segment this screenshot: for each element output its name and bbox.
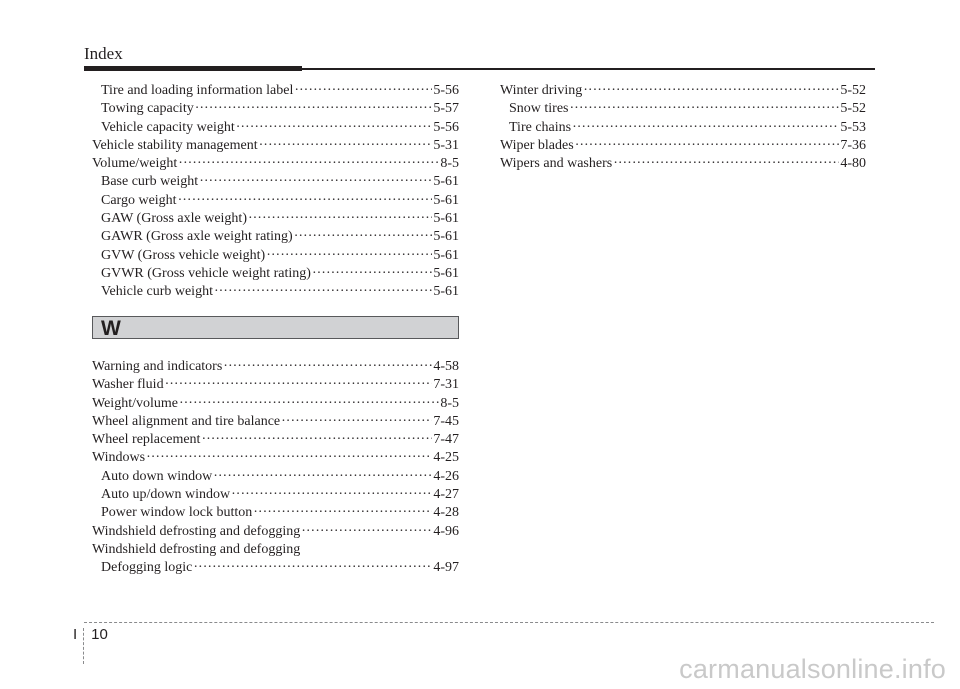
entry-page: 7-47 — [433, 432, 459, 448]
leader-dots — [583, 82, 839, 100]
entry-page: 5-61 — [433, 211, 459, 227]
entry-page: 7-45 — [433, 413, 459, 429]
entry-page: 5-56 — [433, 83, 459, 98]
entry-page: 5-52 — [840, 83, 866, 98]
leader-dots — [178, 155, 439, 173]
leader-dots — [199, 173, 432, 191]
entry-text: Towing capacity — [101, 101, 194, 117]
entry-text: Tire chains — [509, 119, 572, 135]
section-letter: W — [101, 317, 121, 340]
index-entry — [92, 155, 459, 173]
entry-text: Vehicle curb weight — [101, 284, 213, 300]
entry-text: Windows — [92, 450, 146, 466]
entry-text: Weight/volume — [92, 395, 178, 411]
entry-page: 5-61 — [433, 247, 459, 263]
leader-dots — [193, 559, 432, 577]
index-entry — [92, 486, 459, 504]
leader-dots — [281, 413, 432, 431]
entry-text: Vehicle capacity weight — [101, 119, 235, 135]
entry-text: Windshield defrosting and defogging — [92, 523, 301, 539]
entry-text: Snow tires — [509, 101, 569, 117]
header-rule-thin — [302, 68, 875, 70]
index-entry — [92, 523, 459, 541]
index-entry — [500, 100, 866, 118]
entry-page: 5-61 — [433, 229, 459, 245]
footer-dashed-rule — [84, 622, 934, 623]
entry-text: Auto up/down window — [101, 487, 231, 503]
entry-text: Vehicle stability management — [92, 137, 258, 153]
leader-dots — [146, 449, 432, 467]
entry-page: 4-28 — [433, 505, 459, 521]
index-column-right — [500, 82, 866, 173]
leader-dots — [201, 431, 432, 449]
leader-dots — [259, 137, 433, 155]
entry-page: 5-52 — [840, 101, 866, 117]
leader-dots — [214, 283, 432, 301]
index-entry — [92, 358, 459, 376]
entry-text: Warning and indicators — [92, 359, 223, 374]
entry-text: Volume/weight — [92, 156, 178, 172]
index-entry — [92, 100, 459, 118]
entry-text: Wiper blades — [500, 137, 574, 153]
index-entry — [92, 395, 459, 413]
entry-page: 4-97 — [433, 560, 459, 576]
entry-text: Windshield defrosting and defogging — [92, 541, 301, 557]
entry-text: Wipers and washers — [500, 156, 613, 172]
index-entry — [92, 247, 459, 265]
entry-text: GVWR (Gross vehicle weight rating) — [101, 265, 311, 281]
leader-dots — [266, 247, 432, 265]
entry-page: 7-36 — [840, 137, 866, 153]
entry-text: Wheel alignment and tire balance — [92, 413, 281, 429]
index-entry — [92, 210, 459, 228]
entry-text: Tire and loading information label — [101, 83, 294, 98]
index-entry — [92, 265, 459, 283]
entry-page: 5-61 — [433, 284, 459, 300]
index-entry — [500, 137, 866, 155]
leader-dots — [248, 210, 432, 228]
index-entry — [92, 192, 459, 210]
entry-page: 5-53 — [840, 119, 866, 135]
leader-dots — [294, 228, 433, 246]
leader-dots — [572, 119, 839, 137]
index-entry — [500, 82, 866, 100]
index-entry — [92, 413, 459, 431]
index-entry — [92, 82, 459, 100]
entry-page: 5-61 — [433, 174, 459, 190]
leader-dots — [570, 100, 840, 118]
entry-page: 5-31 — [433, 137, 459, 153]
entry-text: Auto down window — [101, 468, 213, 484]
entry-text: GAWR (Gross axle weight rating) — [101, 229, 293, 245]
header-rule-thick — [84, 66, 302, 71]
entry-page: 4-58 — [433, 359, 459, 374]
leader-dots — [179, 395, 439, 413]
entry-page: 4-26 — [433, 468, 459, 484]
index-entry — [92, 173, 459, 191]
entry-page: 4-80 — [840, 156, 866, 172]
leader-dots — [253, 504, 432, 522]
page-number — [73, 626, 108, 644]
index-entry — [92, 431, 459, 449]
index-entry — [92, 228, 459, 246]
leader-dots — [213, 468, 432, 486]
entry-page: 8-5 — [440, 395, 459, 411]
index-entry — [92, 119, 459, 137]
leader-dots — [223, 358, 432, 376]
leader-dots — [301, 523, 432, 541]
entry-text: Defogging logic — [101, 560, 193, 576]
entry-text: Wheel replacement — [92, 432, 201, 448]
page-title: Index — [84, 44, 123, 63]
entry-page: 5-57 — [433, 101, 459, 117]
leader-dots — [294, 82, 432, 100]
entry-text: Base curb weight — [101, 174, 199, 190]
leader-dots — [195, 100, 433, 118]
entry-page: 5-61 — [433, 192, 459, 208]
section-header-w — [92, 316, 459, 339]
index-entry — [500, 119, 866, 137]
entry-text: Winter driving — [500, 83, 583, 98]
leader-dots — [178, 192, 433, 210]
leader-dots — [312, 265, 432, 283]
entry-page: 8-5 — [440, 156, 459, 172]
index-entry — [92, 137, 459, 155]
entry-page: 5-56 — [433, 119, 459, 135]
index-entry — [92, 376, 459, 394]
leader-dots — [231, 486, 432, 504]
entry-page: 4-25 — [433, 450, 459, 466]
leader-dots — [575, 137, 840, 155]
index-entry — [92, 541, 459, 559]
entry-page: 4-96 — [433, 523, 459, 539]
entry-page: 7-31 — [433, 377, 459, 393]
entry-text: Cargo weight — [101, 192, 177, 208]
leader-dots — [165, 376, 433, 394]
index-column-w — [92, 358, 459, 578]
index-column-left — [92, 82, 459, 302]
watermark: carmanualsonline.info — [679, 654, 946, 684]
section-id: I — [73, 626, 78, 643]
index-entry — [92, 559, 459, 577]
index-entry — [500, 155, 866, 173]
entry-text: GAW (Gross axle weight) — [101, 211, 247, 227]
entry-text: Power window lock button — [101, 505, 253, 521]
index-entry — [92, 468, 459, 486]
leader-dots — [236, 119, 433, 137]
leader-dots — [613, 155, 839, 173]
entry-page: 4-27 — [433, 487, 459, 503]
page-number-value: 10 — [91, 626, 108, 643]
entry-text: Washer fluid — [92, 377, 164, 393]
entry-page: 5-61 — [433, 265, 459, 281]
index-entry — [92, 504, 459, 522]
index-entry — [92, 283, 459, 301]
entry-text: GVW (Gross vehicle weight) — [101, 247, 266, 263]
index-entry — [92, 449, 459, 467]
